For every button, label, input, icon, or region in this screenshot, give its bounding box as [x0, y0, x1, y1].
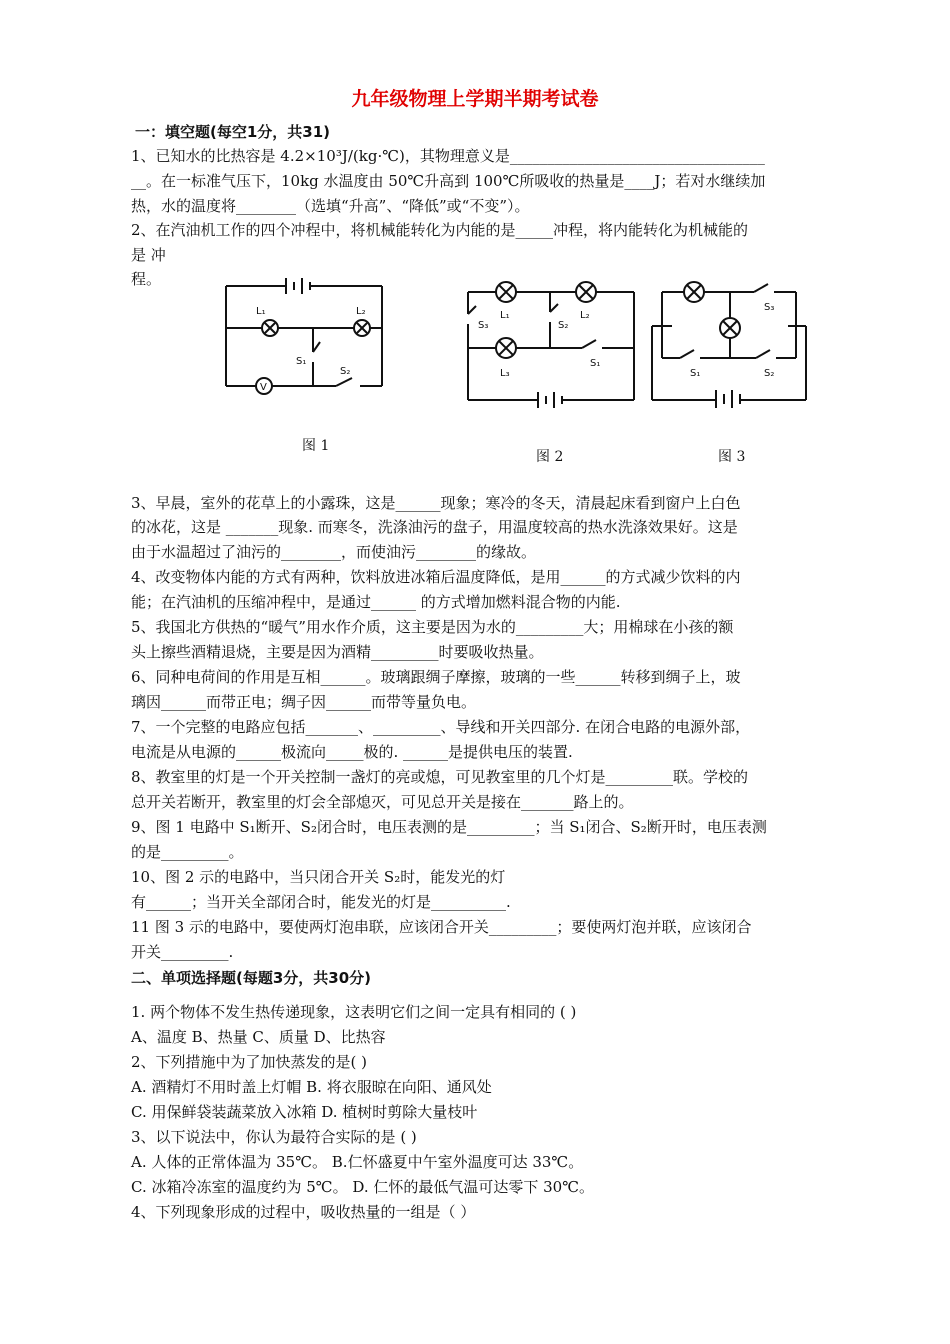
text-line: 热，水的温度将________（选填“升高”、“降低”或“不变”）。 — [131, 197, 530, 215]
text-line: 1、已知水的比热容是 4.2×10³J/(kg·℃)，其物理意义是__________________________________ — [131, 147, 765, 165]
figure-caption: 图 1 — [302, 438, 330, 454]
text-line: 由于水温超过了油污的________，而使油污________的缘故。 — [131, 543, 537, 561]
switch-label: S₁ — [590, 358, 601, 369]
text-line: 是 冲 — [131, 246, 166, 264]
circuit-figure-1 — [218, 272, 388, 397]
switch-label: S₁ — [690, 368, 701, 379]
text-line: 5、我国北方供热的“暖气”用水作介质，这主要是因为水的_________大；用棉球在小孩的额 — [131, 618, 734, 636]
switch-label: S₃ — [478, 320, 489, 331]
text-line: 4、改变物体内能的方式有两种，饮料放进冰箱后温度降低，是用______的方式减少饮料的内 — [131, 568, 741, 586]
option-line: A. 酒精灯不用时盖上灯帽 B. 将衣服晾在向阳、通风处 — [131, 1078, 492, 1096]
lamp-label: L₁ — [500, 310, 510, 321]
text-line: 11 图 3 示的电路中，要使两灯泡串联，应该闭合开关_________；要使两灯泡并联，应该闭合 — [131, 918, 752, 936]
text-line: __。在一标准气压下，10kg 水温度由 50℃升高到 100℃所吸收的热量是____J；若对水继续加 — [131, 172, 766, 190]
text-line: 3、早晨，室外的花草上的小露珠，这是______现象；寒冷的冬天，清晨起床看到窗户上白色 — [131, 494, 741, 512]
text-line: 9、图 1 电路中 S₁断开、S₂闭合时，电压表测的是_________；当 S₁闭合、S₂断开时，电压表测 — [131, 818, 767, 836]
text-line: 电流是从电源的______极流向_____极的. ______是提供电压的装置. — [131, 743, 573, 761]
switch-label: S₂ — [558, 320, 569, 331]
text-line: 2、在汽油机工作的四个冲程中，将机械能转化为内能的是_____冲程，将内能转化为机械能的 — [131, 221, 749, 239]
text-line: 有______；当开关全部闭合时，能发光的灯是__________. — [131, 893, 511, 911]
text-line: 开关_________. — [131, 943, 234, 961]
section-choice-heading: 二、单项选择题(每题3分，共30分) — [131, 969, 372, 987]
option-line: C. 冰箱冷冻室的温度约为 5℃。 D. 仁怀的最低气温可达零下 30℃。 — [131, 1178, 595, 1196]
section-fill-heading: 一：填空题(每空1分，共31) — [135, 123, 331, 141]
option-line: A. 人体的正常体温为 35℃。 B.仁怀盛夏中午室外温度可达 33℃。 — [131, 1153, 584, 1171]
text-line: 的是_________。 — [131, 843, 244, 861]
page-title: 九年级物理上学期半期考试卷 — [351, 88, 599, 110]
lamp-label: L₂ — [580, 310, 590, 321]
text-line: 璃因______而带正电；绸子因______而带等量负电。 — [131, 693, 477, 711]
text-line: 7、一个完整的电路应包括_______、_________、导线和开关四部分. 在闭合电路的电源外部， — [131, 718, 751, 736]
switch-label: S₁ — [296, 356, 307, 367]
circuit-figure-2 — [460, 278, 640, 408]
text-line: 头上擦些酒精退烧，主要是因为酒精_________时要吸收热量。 — [131, 643, 544, 661]
text-line: 6、同种电荷间的作用是互相______。玻璃跟绸子摩擦，玻璃的一些______转移到绸子上，玻 — [131, 668, 741, 686]
text-line: 能；在汽油机的压缩冲程中，是通过______ 的方式增加燃料混合物的内能. — [131, 593, 621, 611]
question-line: 3、以下说法中，你认为最符合实际的是 ( ) — [131, 1128, 417, 1146]
lamp-label: L₁ — [256, 306, 266, 317]
option-line: A、温度 B、热量 C、质量 D、比热容 — [131, 1028, 386, 1046]
lamp-label: L₃ — [500, 368, 510, 379]
figure-caption: 图 2 — [536, 449, 564, 465]
circuit-figure-3 — [648, 278, 813, 408]
lamp-label: L₂ — [356, 306, 366, 317]
option-line: C. 用保鲜袋装蔬菜放入冰箱 D. 植树时剪除大量枝叶 — [131, 1103, 478, 1121]
switch-label: S₂ — [764, 368, 775, 379]
text-line: 10、图 2 示的电路中，当只闭合开关 S₂时，能发光的灯 — [131, 868, 506, 886]
text-line: 8、教室里的灯是一个开关控制一盏灯的亮或熄，可见教室里的几个灯是_________联。学校的 — [131, 768, 749, 786]
question-line: 4、下列现象形成的过程中，吸收热量的一组是（ ） — [131, 1203, 476, 1221]
question-line: 1. 两个物体不发生热传递现象，这表明它们之间一定具有相同的 ( ) — [131, 1003, 577, 1021]
voltmeter-label: V — [260, 382, 267, 393]
text-line: 总开关若断开，教室里的灯会全部熄灭，可见总开关是接在_______路上的。 — [131, 793, 634, 811]
text-line: 程。 — [131, 270, 162, 288]
switch-label: S₂ — [340, 366, 351, 377]
question-line: 2、下列措施中为了加快蒸发的是( ) — [131, 1053, 368, 1071]
text-line: 的冰花，这是 _______现象. 而寒冬，洗涤油污的盘子，用温度较高的热水洗涤效果好。这是 — [131, 518, 738, 536]
figure-caption: 图 3 — [718, 449, 746, 465]
switch-label: S₃ — [764, 302, 775, 313]
